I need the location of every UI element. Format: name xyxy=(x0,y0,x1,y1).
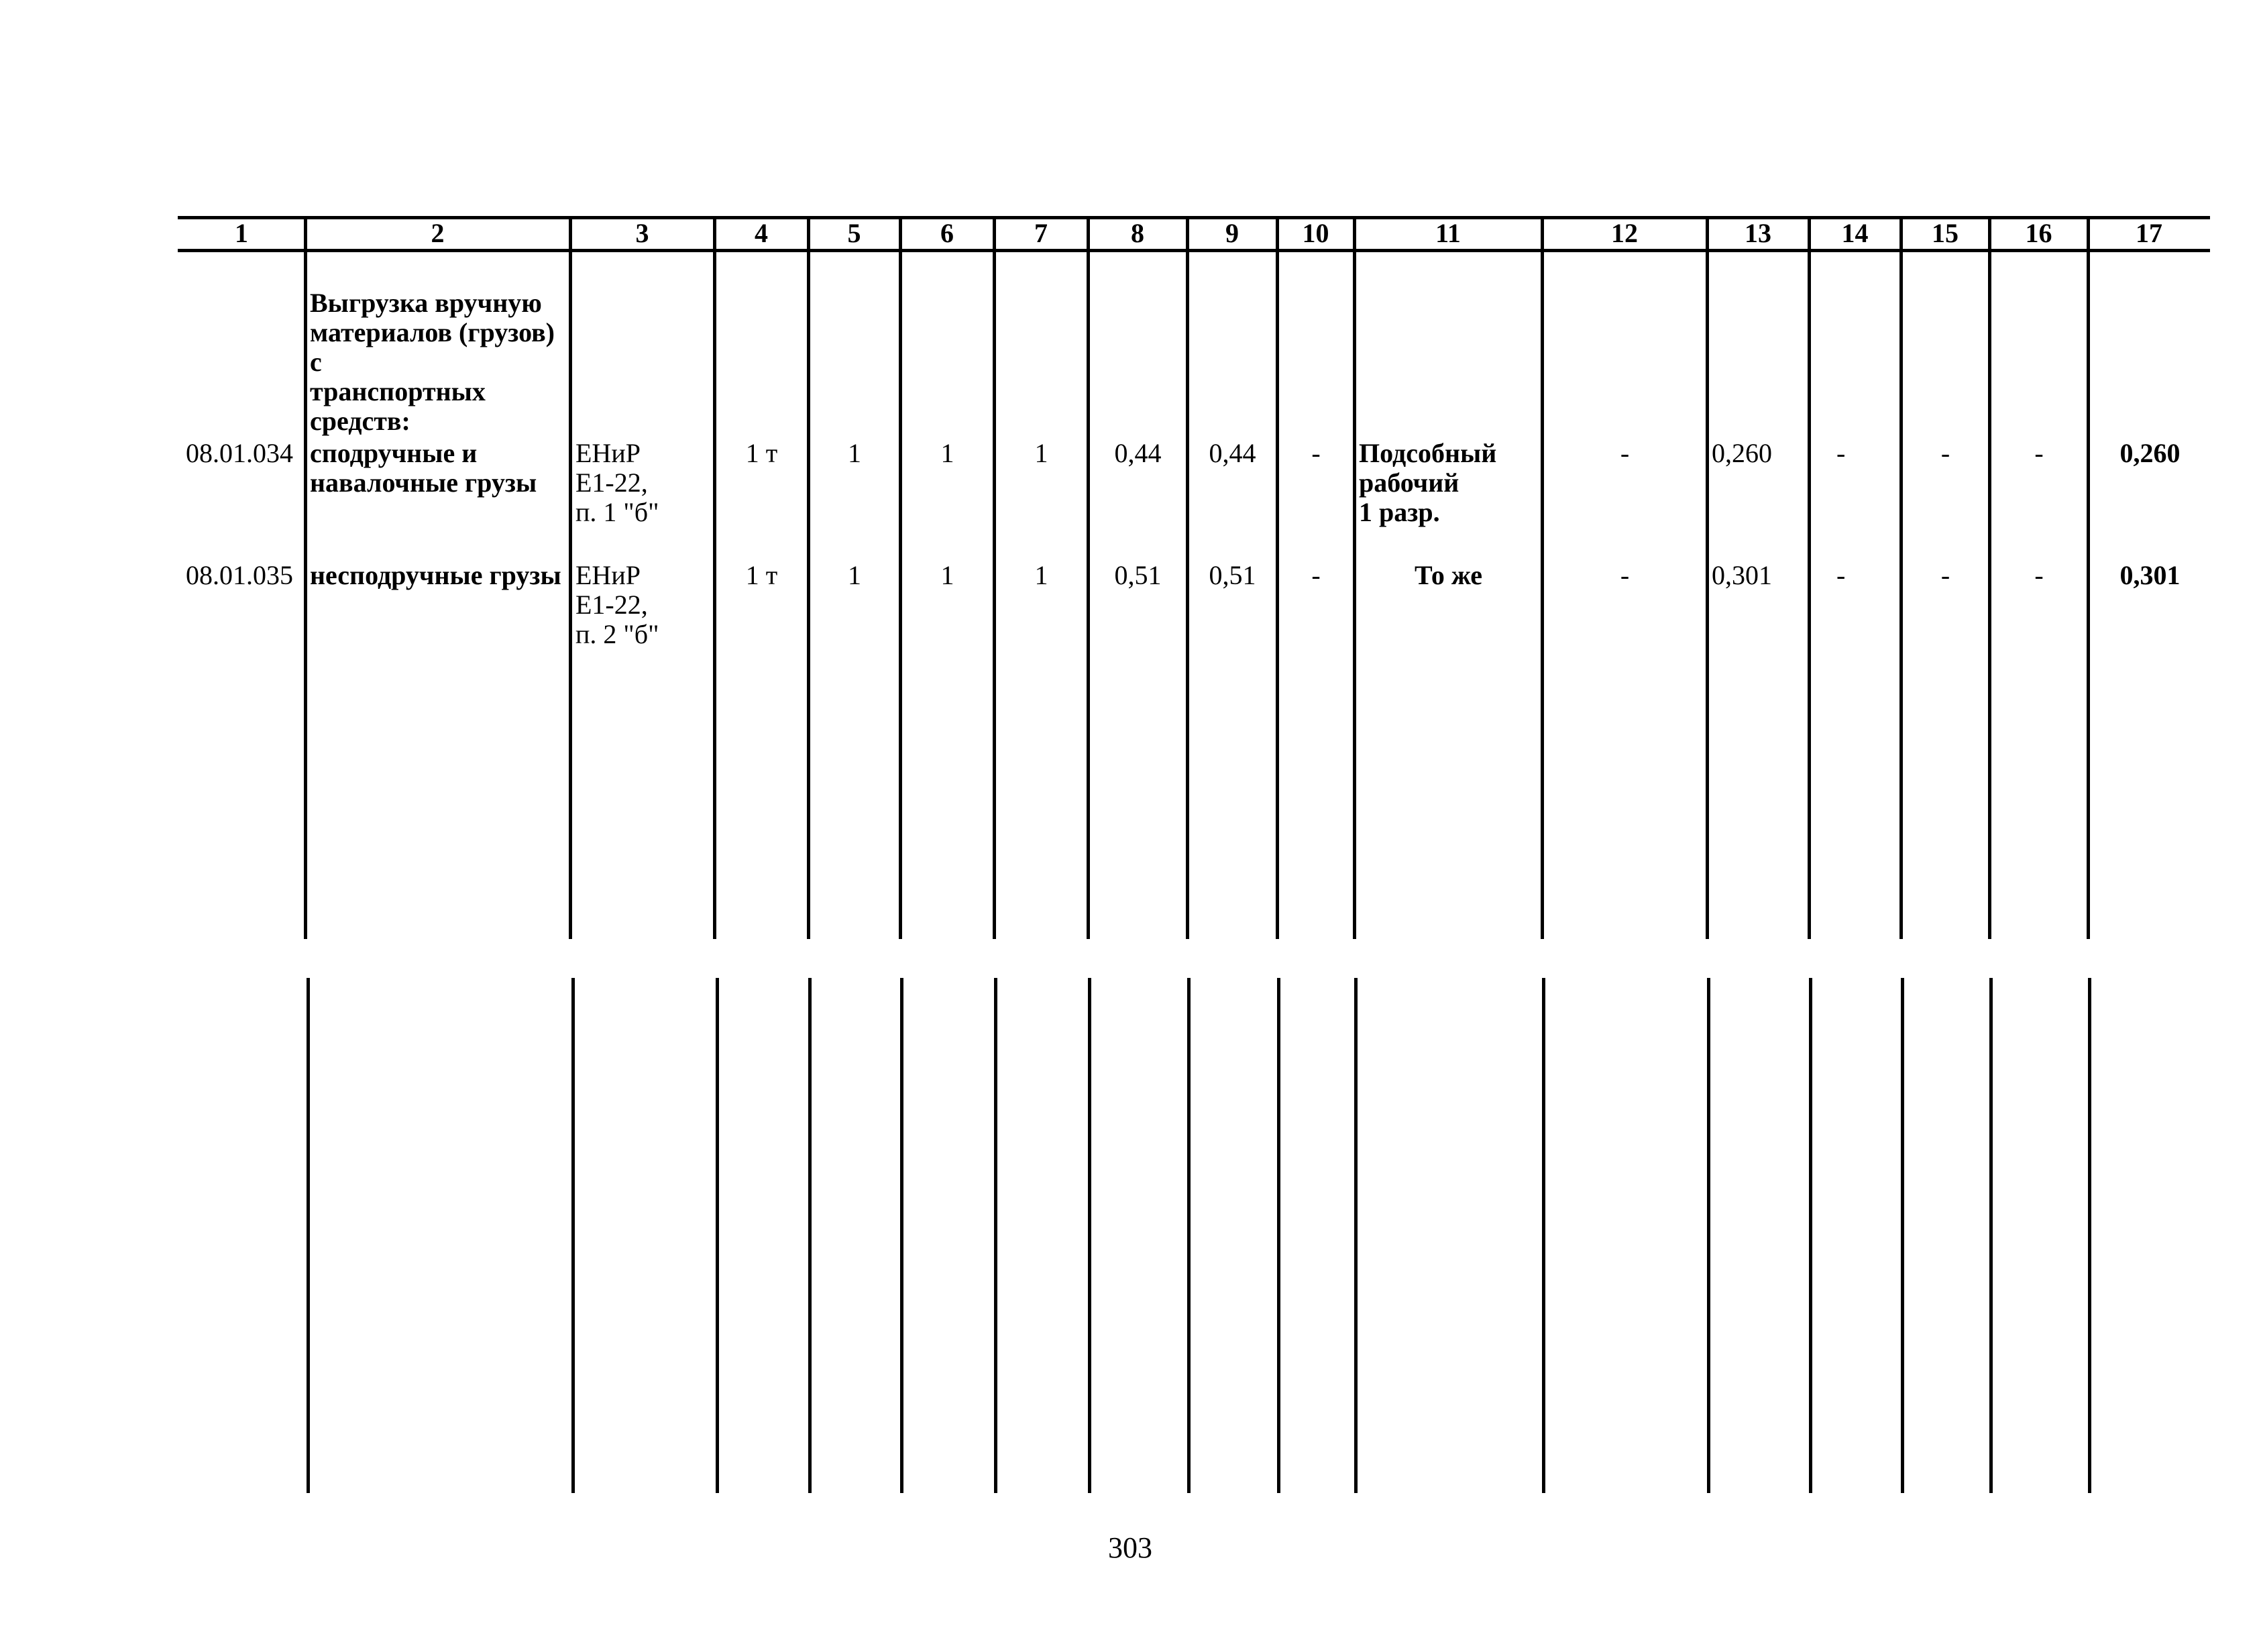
column-header-17: 17 xyxy=(2136,218,2162,248)
row-code: 08.01.034 xyxy=(186,438,293,468)
column-rule xyxy=(1087,216,1090,252)
column-header-5: 5 xyxy=(847,218,861,248)
column-rule xyxy=(807,216,810,252)
column-header-15: 15 xyxy=(1932,218,1959,248)
row-col-13: 0,260 xyxy=(1712,438,1772,468)
column-rule xyxy=(1087,252,1090,939)
column-rule xyxy=(808,978,812,1493)
column-rule xyxy=(307,978,310,1493)
row-norm-line: Е1-22, xyxy=(575,467,648,498)
row-norm-line: п. 2 "б" xyxy=(575,619,659,649)
row-col-16: - xyxy=(2034,560,2044,590)
row-norm xyxy=(575,439,713,527)
row-col-5: 1 xyxy=(848,438,861,468)
column-rule xyxy=(1276,216,1279,252)
column-rule xyxy=(1899,216,1903,252)
row-col-13: 0,301 xyxy=(1712,560,1772,590)
row-norm xyxy=(575,561,713,649)
column-rule xyxy=(1541,216,1544,252)
row-col-10: - xyxy=(1311,438,1321,468)
column-rule xyxy=(1901,978,1904,1493)
column-rule xyxy=(1706,216,1709,252)
row-name xyxy=(310,561,569,590)
section-title-line: средств: xyxy=(310,406,410,436)
column-rule xyxy=(807,252,810,939)
column-header-2: 2 xyxy=(431,218,445,248)
column-rule xyxy=(1276,252,1279,939)
column-header-16: 16 xyxy=(2025,218,2052,248)
row-worker xyxy=(1359,439,1541,527)
row-name xyxy=(310,439,569,498)
row-col-15: - xyxy=(1940,560,1950,590)
row-col-9: 0,51 xyxy=(1209,560,1256,590)
row-col-8: 0,44 xyxy=(1114,438,1162,468)
row-col-15: - xyxy=(1940,438,1950,468)
column-rule xyxy=(1186,252,1189,939)
page-number: 303 xyxy=(1108,1531,1152,1564)
column-rule xyxy=(2087,216,2090,252)
row-col-14: - xyxy=(1836,560,1846,590)
column-rule xyxy=(304,252,307,939)
column-rule xyxy=(900,978,903,1493)
column-rule xyxy=(993,252,996,939)
column-rule xyxy=(571,978,575,1493)
row-col-5: 1 xyxy=(848,560,861,590)
row-worker-line: То же xyxy=(1414,560,1483,590)
row-col-12: - xyxy=(1620,560,1630,590)
row-col-7: 1 xyxy=(1034,560,1048,590)
section-title-line: транспортных xyxy=(310,376,486,406)
column-header-4: 4 xyxy=(755,218,768,248)
column-rule xyxy=(899,216,902,252)
column-rule xyxy=(1186,216,1189,252)
column-header-6: 6 xyxy=(940,218,954,248)
row-col-12: - xyxy=(1620,438,1630,468)
row-col-6: 1 xyxy=(940,438,954,468)
column-rule xyxy=(1541,252,1544,939)
column-rule xyxy=(994,978,997,1493)
row-col-6: 1 xyxy=(940,560,954,590)
row-unit: 1 т xyxy=(745,560,778,590)
row-col-16: - xyxy=(2034,438,2044,468)
row-col-17: 0,301 xyxy=(2119,560,2181,590)
column-rule xyxy=(1187,978,1191,1493)
column-rule xyxy=(1088,978,1091,1493)
column-rule xyxy=(1808,252,1811,939)
column-rule xyxy=(899,252,902,939)
column-header-14: 14 xyxy=(1841,218,1869,248)
row-norm-line: ЕНиР xyxy=(575,560,641,590)
column-rule xyxy=(1707,978,1710,1493)
column-rule xyxy=(1542,978,1545,1493)
column-rule xyxy=(2087,252,2090,939)
column-header-13: 13 xyxy=(1745,218,1771,248)
column-rule xyxy=(2088,978,2091,1493)
column-rule xyxy=(1988,252,1991,939)
row-col-14: - xyxy=(1836,438,1846,468)
section-title-line: материалов (грузов) с xyxy=(310,317,555,377)
column-rule xyxy=(1899,252,1903,939)
column-rule xyxy=(1706,252,1709,939)
column-rule xyxy=(1989,978,1993,1493)
column-rule xyxy=(1988,216,1991,252)
row-norm-line: Е1-22, xyxy=(575,590,648,620)
row-col-8: 0,51 xyxy=(1114,560,1162,590)
column-rule xyxy=(1809,978,1812,1493)
column-rule xyxy=(713,216,716,252)
row-worker-line: рабочий xyxy=(1359,467,1459,498)
section-title-line: Выгрузка вручную xyxy=(310,288,542,318)
column-rule xyxy=(1277,978,1280,1493)
row-code: 08.01.035 xyxy=(186,560,293,590)
row-col-7: 1 xyxy=(1034,438,1048,468)
column-header-1: 1 xyxy=(235,218,248,248)
column-header-11: 11 xyxy=(1435,218,1461,248)
section-title xyxy=(310,288,569,436)
column-header-9: 9 xyxy=(1225,218,1239,248)
column-rule xyxy=(1353,216,1356,252)
column-rule xyxy=(1353,252,1356,939)
column-header-3: 3 xyxy=(635,218,649,248)
row-col-17: 0,260 xyxy=(2119,438,2181,468)
column-header-8: 8 xyxy=(1131,218,1144,248)
column-header-7: 7 xyxy=(1034,218,1048,248)
column-rule xyxy=(713,252,716,939)
column-rule xyxy=(716,978,719,1493)
row-unit: 1 т xyxy=(745,438,778,468)
row-worker-line: 1 разр. xyxy=(1359,497,1440,527)
row-name-line: навалочные грузы xyxy=(310,467,537,498)
column-rule xyxy=(993,216,996,252)
row-norm-line: п. 1 "б" xyxy=(575,497,659,527)
column-rule xyxy=(1354,978,1358,1493)
row-worker xyxy=(1356,561,1541,590)
row-name-line: несподручные грузы xyxy=(310,560,561,590)
column-rule xyxy=(569,216,572,252)
row-worker-line: Подсобный xyxy=(1359,438,1497,468)
column-rule xyxy=(1808,216,1811,252)
column-rule xyxy=(304,216,307,252)
column-rule xyxy=(569,252,572,939)
row-col-9: 0,44 xyxy=(1209,438,1256,468)
column-header-12: 12 xyxy=(1611,218,1638,248)
row-norm-line: ЕНиР xyxy=(575,438,641,468)
row-name-line: сподручные и xyxy=(310,438,478,468)
row-col-10: - xyxy=(1311,560,1321,590)
column-header-10: 10 xyxy=(1302,218,1329,248)
